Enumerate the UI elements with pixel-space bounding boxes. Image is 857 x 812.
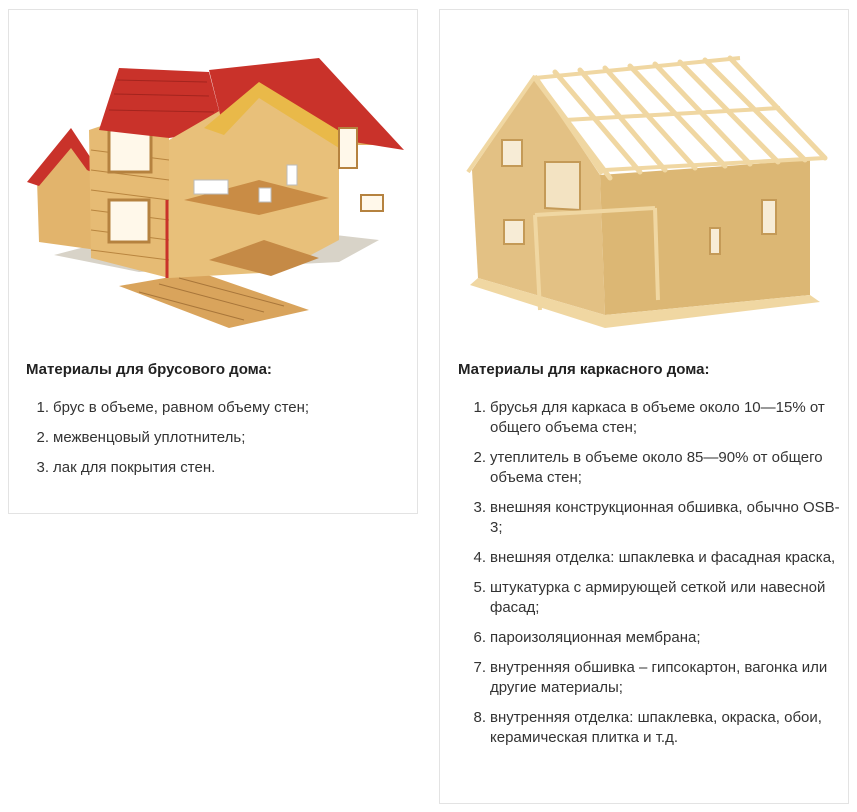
list-item: 5. штукатурка с армирующей сеткой или навесной фасад;: [473, 579, 826, 616]
list-item: 3. внешняя конструкционная обшивка, обычно OSB-3;: [473, 499, 840, 536]
frame-house-materials-list: [462, 398, 842, 758]
frame-house-title: Материалы для каркасного дома:: [458, 361, 710, 378]
list-item: 3. лак для покрытия стен.: [36, 459, 216, 476]
list-item: 8. внутренняя отделка: шпаклевка, окраска, обои, керамическая плитка и т.д.: [473, 709, 822, 746]
timber-house-title: Материалы для брусового дома:: [26, 361, 272, 378]
timber-house-illustration: [9, 10, 417, 340]
list-item: 2. межвенцовый уплотнитель;: [36, 429, 246, 446]
list-item: 7. внутренняя обшивка – гипсокартон, вагонка или другие материалы;: [473, 659, 828, 696]
list-item: 1. брус в объеме, равном объему стен;: [36, 399, 310, 416]
list-item: 6. пароизоляционная мембрана;: [473, 629, 701, 646]
timber-house-card: [8, 9, 418, 514]
frame-house-illustration: [440, 10, 848, 340]
list-item: 2. утеплитель в объеме около 85—90% от общего объема стен;: [473, 449, 823, 486]
list-item: 1. брусья для каркаса в объеме около 10—15% от общего объема стен;: [473, 399, 825, 436]
timber-house-materials-list: [25, 398, 405, 488]
frame-house-card: [439, 9, 849, 804]
list-item: 4. внешняя отделка: шпаклевка и фасадная краска,: [473, 549, 836, 566]
